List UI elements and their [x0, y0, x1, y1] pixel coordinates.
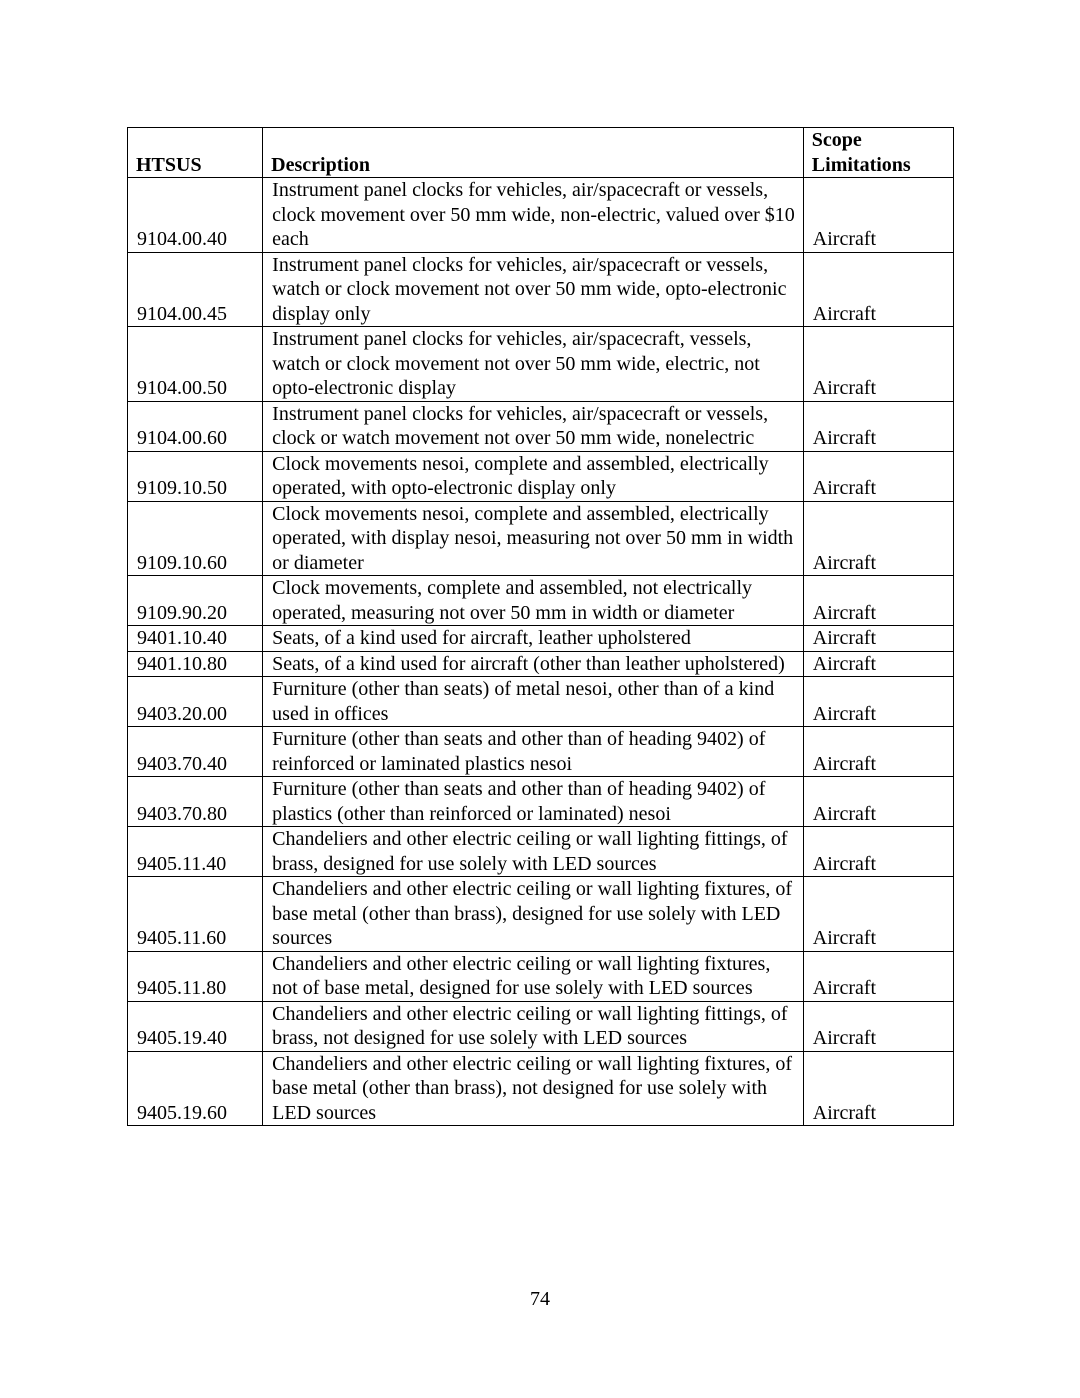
- scope-limitation-cell: Aircraft: [803, 1051, 953, 1126]
- description-cell: Instrument panel clocks for vehicles, air/spacecraft, vessels, watch or clock movement not over 50 mm wide, electric, not opto-electronic display: [263, 327, 804, 402]
- description-cell: Furniture (other than seats and other than of heading 9402) of reinforced or laminated plastics nesoi: [263, 727, 804, 777]
- header-scope-limitations: [803, 128, 953, 178]
- scope-limitation-cell: Aircraft: [803, 677, 953, 727]
- page-number: 74: [530, 1288, 550, 1310]
- description-cell: Instrument panel clocks for vehicles, air/spacecraft or vessels, clock or watch movement not over 50 mm wide, nonelectric: [263, 401, 804, 451]
- scope-limitation-cell: Aircraft: [803, 951, 953, 1001]
- table-row: [128, 727, 954, 777]
- scope-limitation-cell: Aircraft: [803, 401, 953, 451]
- header-scope-line1: Scope: [811, 129, 862, 151]
- htsus-code-cell: 9109.90.20: [128, 576, 263, 626]
- description-cell: Seats, of a kind used for aircraft, leather upholstered: [263, 626, 804, 652]
- table-row: [128, 576, 954, 626]
- table-row: [128, 1051, 954, 1126]
- htsus-code-cell: 9405.19.60: [128, 1051, 263, 1126]
- htsus-code-cell: 9109.10.50: [128, 451, 263, 501]
- table-row: [128, 178, 954, 253]
- htsus-code-cell: 9405.11.80: [128, 951, 263, 1001]
- header-scope-line2: Limitations: [811, 153, 911, 176]
- scope-limitation-cell: Aircraft: [803, 576, 953, 626]
- table-row: [128, 677, 954, 727]
- htsus-code-cell: 9401.10.40: [128, 626, 263, 652]
- scope-limitation-cell: Aircraft: [803, 827, 953, 877]
- htsus-code-cell: 9403.70.80: [128, 777, 263, 827]
- htsus-code-cell: 9104.00.60: [128, 401, 263, 451]
- scope-limitation-cell: Aircraft: [803, 626, 953, 652]
- table-body: [128, 178, 954, 1126]
- htsus-code-cell: 9104.00.40: [128, 178, 263, 253]
- description-cell: Instrument panel clocks for vehicles, air/spacecraft or vessels, watch or clock movement not over 50 mm wide, opto-electronic display only: [263, 252, 804, 327]
- description-cell: Instrument panel clocks for vehicles, air/spacecraft or vessels, clock movement over 50 mm wide, non-electric, valued over $10 each: [263, 178, 804, 253]
- htsus-code-cell: 9401.10.80: [128, 651, 263, 677]
- htsus-code-cell: 9403.70.40: [128, 727, 263, 777]
- table-row: [128, 252, 954, 327]
- htsus-code-cell: 9405.19.40: [128, 1001, 263, 1051]
- scope-limitation-cell: Aircraft: [803, 1001, 953, 1051]
- scope-limitation-cell: Aircraft: [803, 501, 953, 576]
- header-description: Description: [263, 128, 804, 178]
- htsus-code-cell: 9109.10.60: [128, 501, 263, 576]
- description-cell: Chandeliers and other electric ceiling or wall lighting fittings, of brass, designed for use solely with LED sources: [263, 827, 804, 877]
- htsus-code-cell: 9405.11.60: [128, 877, 263, 952]
- table-row: [128, 777, 954, 827]
- table-row: [128, 951, 954, 1001]
- scope-limitation-cell: Aircraft: [803, 252, 953, 327]
- description-cell: Clock movements, complete and assembled, not electrically operated, measuring not over 50 mm in width or diameter: [263, 576, 804, 626]
- table-row: [128, 877, 954, 952]
- table-row: [128, 501, 954, 576]
- table-row: [128, 651, 954, 677]
- scope-limitation-cell: Aircraft: [803, 877, 953, 952]
- htsus-code-cell: 9403.20.00: [128, 677, 263, 727]
- htsus-table: [127, 127, 954, 1126]
- table-row: [128, 827, 954, 877]
- table-row: [128, 626, 954, 652]
- table-header-row: [128, 128, 954, 178]
- table-row: [128, 451, 954, 501]
- header-htsus: HTSUS: [128, 128, 263, 178]
- scope-limitation-cell: Aircraft: [803, 451, 953, 501]
- description-cell: Chandeliers and other electric ceiling or wall lighting fixtures, of base metal (other than brass), designed for use solely with LED sources: [263, 877, 804, 952]
- description-cell: Chandeliers and other electric ceiling or wall lighting fittings, of brass, not designed for use solely with LED sources: [263, 1001, 804, 1051]
- htsus-code-cell: 9405.11.40: [128, 827, 263, 877]
- description-cell: Furniture (other than seats and other than of heading 9402) of plastics (other than reinforced or laminated) nesoi: [263, 777, 804, 827]
- scope-limitation-cell: Aircraft: [803, 727, 953, 777]
- table-row: [128, 401, 954, 451]
- description-cell: Seats, of a kind used for aircraft (other than leather upholstered): [263, 651, 804, 677]
- htsus-code-cell: 9104.00.45: [128, 252, 263, 327]
- scope-limitation-cell: Aircraft: [803, 178, 953, 253]
- description-cell: Chandeliers and other electric ceiling or wall lighting fixtures, not of base metal, designed for use solely with LED sources: [263, 951, 804, 1001]
- scope-limitation-cell: Aircraft: [803, 651, 953, 677]
- description-cell: Clock movements nesoi, complete and assembled, electrically operated, with opto-electronic display only: [263, 451, 804, 501]
- htsus-code-cell: 9104.00.50: [128, 327, 263, 402]
- table-row: [128, 327, 954, 402]
- scope-limitation-cell: Aircraft: [803, 777, 953, 827]
- scope-limitation-cell: Aircraft: [803, 327, 953, 402]
- table-row: [128, 1001, 954, 1051]
- description-cell: Clock movements nesoi, complete and assembled, electrically operated, with display nesoi, measuring not over 50 mm in width or diameter: [263, 501, 804, 576]
- description-cell: Chandeliers and other electric ceiling or wall lighting fixtures, of base metal (other than brass), not designed for use solely with LED sources: [263, 1051, 804, 1126]
- description-cell: Furniture (other than seats) of metal nesoi, other than of a kind used in offices: [263, 677, 804, 727]
